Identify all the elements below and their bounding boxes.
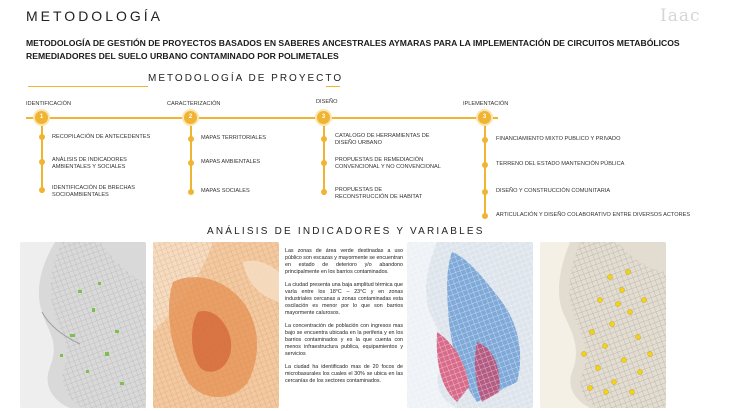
item-dot bbox=[188, 136, 194, 142]
analysis-paragraph: La concentración de población con ingresos mas bajo se encuentra ubicada en la periferia y en los barrios contaminados y es la que cuenta con menos infraestructura publica, equipamientos y servicios bbox=[285, 323, 403, 357]
methodology-section-title: METODOLOGÍA DE PROYECTO bbox=[148, 73, 344, 84]
title-underline-left bbox=[28, 86, 148, 87]
item-dot bbox=[482, 137, 488, 143]
green-areas-map bbox=[20, 242, 146, 408]
income-map bbox=[407, 242, 533, 408]
phase-item: FINANCIAMIENTO MIXTO PUBLICO Y PRIVADO bbox=[496, 136, 621, 142]
phase-item: DISEÑO Y CONSTRUCCIÓN COMUNITARIA bbox=[496, 188, 611, 194]
item-dot bbox=[482, 213, 488, 219]
temperature-map bbox=[153, 242, 279, 408]
item-dot bbox=[321, 189, 327, 195]
phase-item: RECOPILACIÓN DE ANTECEDENTES bbox=[52, 134, 151, 140]
page-title: METODOLOGÍA bbox=[26, 8, 163, 24]
item-dot bbox=[188, 189, 194, 195]
phase-item: CATALOGO DE HERRAMIENTAS DE DISEÑO URBANO bbox=[335, 133, 430, 146]
phase-label-identificacion: IDENTIFICACIÓN bbox=[26, 101, 72, 107]
item-dot bbox=[39, 187, 45, 193]
item-dot bbox=[188, 160, 194, 166]
phase-label-diseno: DISEÑO bbox=[316, 99, 338, 105]
phase-connector-2 bbox=[190, 123, 192, 193]
analysis-section-title: ANÁLISIS DE INDICADORES Y VARIABLES bbox=[207, 226, 485, 237]
phase-item: PROPUESTAS DE REMEDIACIÓN CONVENCIONAL Y NO CONVENCIONAL bbox=[335, 157, 441, 170]
item-dot bbox=[321, 160, 327, 166]
title-underline-right bbox=[326, 86, 340, 87]
phase-connector-3 bbox=[323, 123, 325, 195]
item-dot bbox=[482, 162, 488, 168]
item-dot bbox=[482, 189, 488, 195]
analysis-description bbox=[285, 248, 403, 391]
phase-item: IDENTIFICACIÓN DE BRECHAS SOCIOAMBIENTALES bbox=[52, 185, 135, 198]
analysis-paragraph: Las zonas de área verde destinadas a uso público son escazas y mayormente se encuentran en estado de deterioro y/o abandono principalmente en los barrios contaminados. bbox=[285, 248, 403, 275]
project-subtitle: METODOLOGÍA DE GESTIÓN DE PROYECTOS BASADOS EN SABERES ANCESTRALES AYMARAS PARA LA IMPLEMENTACIÓN DE CIRCUITOS METABÓLICOS REMEDIADORES DEL SUELO URBANO CONTAMINADO POR POLIMETALES bbox=[26, 38, 680, 61]
phase-item: PROPUESTAS DE RECONSTRUCCIÓN DE HABITAT bbox=[335, 187, 423, 200]
phase-item: TERRENO DEL ESTADO MANTENCIÓN PÚBLICA bbox=[496, 161, 625, 167]
phase-item: MAPAS SOCIALES bbox=[201, 188, 250, 194]
phase-number-2: 2 bbox=[182, 109, 199, 126]
item-dot bbox=[39, 134, 45, 140]
analysis-paragraph: La ciudad presenta una baja amplitud térmica que varía entre los 18°C – 23°C y en zonas industriales cercanas a zonas contaminadas esta oscilación es menor por lo que son barrios mayormente calurosos. bbox=[285, 282, 403, 316]
analysis-paragraph: La ciudad ha identificado mas de 20 focos de microbasurales los cuales el 30% se ubica en las cercanías de los sectores contaminados. bbox=[285, 364, 403, 384]
phase-item: ANÁLISIS DE INDICADORES AMBIENTALES Y SOCIALES bbox=[52, 157, 127, 170]
microdumps-map bbox=[540, 242, 666, 408]
phase-label-implementacion: IPLEMENTACIÓN bbox=[463, 101, 509, 107]
phase-number-1: 1 bbox=[33, 109, 50, 126]
item-dot bbox=[321, 136, 327, 142]
phase-number-4: 3 bbox=[476, 109, 493, 126]
phase-item: ARTICULACIÓN Y DISEÑO COLABORATIVO ENTRE DIVERSOS ACTORES bbox=[496, 212, 691, 218]
phase-number-3: 3 bbox=[315, 109, 332, 126]
item-dot bbox=[39, 159, 45, 165]
timeline-bar bbox=[26, 117, 498, 119]
iaac-logo: Iaac bbox=[660, 6, 701, 26]
phase-item: MAPAS TERRITORIALES bbox=[201, 135, 266, 141]
phase-label-caracterizacion: CARACTERIZACIÓN bbox=[167, 101, 221, 107]
phase-item: MAPAS AMBIENTALES bbox=[201, 159, 261, 165]
